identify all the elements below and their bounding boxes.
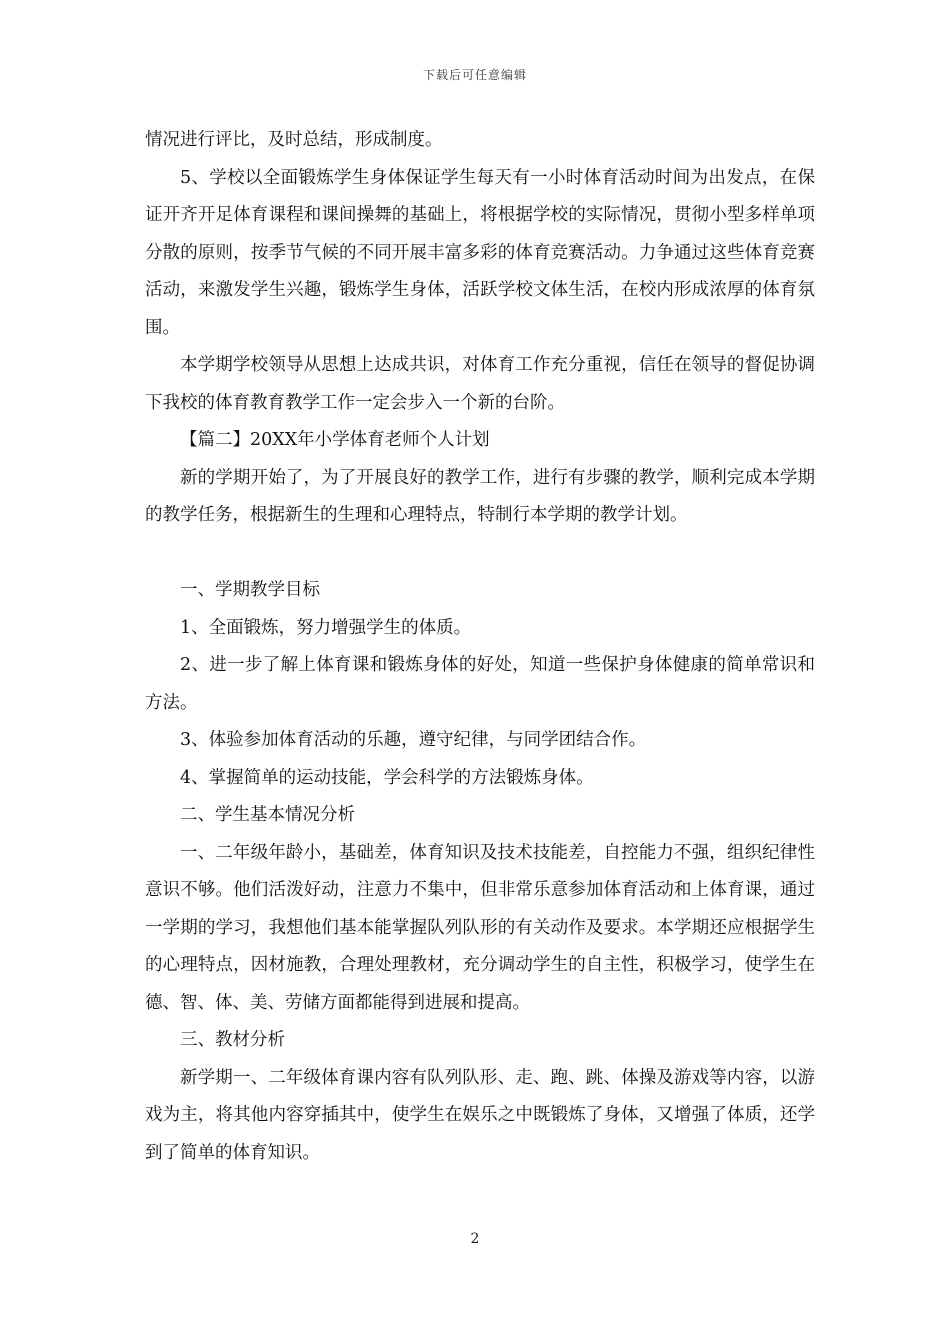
heading-student-analysis: 二、学生基本情况分析	[180, 805, 355, 825]
paragraph-material-analysis: 新学期一、二年级体育课内容有队列队形、走、跑、跳、体操及游戏等内容，以游戏为主，将其他内容穿插其中，使学生在娱乐之中既锻炼了身体，又增强了体质，还学到了简单的体育知识。	[145, 1067, 815, 1163]
page-header: 下载后可任意编辑	[422, 68, 527, 82]
paragraph-student-analysis: 一、二年级年龄小，基础差，体育知识及技术技能差，自控能力不强，组织纪律性意识不够。他们活泼好动，注意力不集中，但非常乐意参加体育活动和上体育课，通过一学期的学习，我想他们基本能掌握队列队形的有关动作及要求。本学期还应根据学生的心理特点，因材施教，合理处理教材，充分调动学生的自主性，积极学习，使学生在德、智、体、美、劳储方面都能得到进展和提高。	[145, 842, 815, 1013]
paragraph-leadership: 本学期学校领导从思想上达成共识，对体育工作充分重视，信任在领导的督促协调下我校的体育教育教学工作一定会步入一个新的台阶。	[145, 355, 815, 413]
goal-item-2: 2、进一步了解上体育课和锻炼身体的好处，知道一些保护身体健康的简单常识和方法。	[145, 655, 815, 713]
document-body	[145, 122, 815, 1172]
goal-item-3: 3、体验参加体育活动的乐趣，遵守纪律，与同学团结合作。	[180, 730, 647, 750]
paragraph-intro: 新的学期开始了，为了开展良好的教学工作，进行有步骤的教学，顺利完成本学期的教学任务，根据新生的生理和心理特点，特制行本学期的教学计划。	[145, 467, 815, 525]
heading-teaching-goals: 一、学期教学目标	[180, 580, 320, 600]
heading-material-analysis: 三、教材分析	[180, 1030, 285, 1050]
page-number: 2	[470, 1231, 480, 1247]
section-title-part-two: 【篇二】20XX年小学体育老师个人计划	[180, 430, 490, 450]
blank-line	[145, 535, 815, 573]
goal-item-1: 1、全面锻炼，努力增强学生的体质。	[180, 617, 472, 638]
paragraph-item-5: 5、学校以全面锻炼学生身体保证学生每天有一小时体育活动时间为出发点，在保证开齐开足体育课程和课间操舞的基础上，将根据学校的实际情况，贯彻小型多样单项分散的原则，按季节气候的不同开展丰富多彩的体育竞赛活动。力争通过这些体育竞赛活动，来激发学生兴趣，锻炼学生身体，活跃学校文体生活，在校内形成浓厚的体育氛围。	[145, 167, 815, 338]
paragraph-continuation: 情况进行评比，及时总结，形成制度。	[145, 130, 443, 150]
goal-item-4: 4、掌握简单的运动技能，学会科学的方法锻炼身体。	[180, 767, 594, 788]
